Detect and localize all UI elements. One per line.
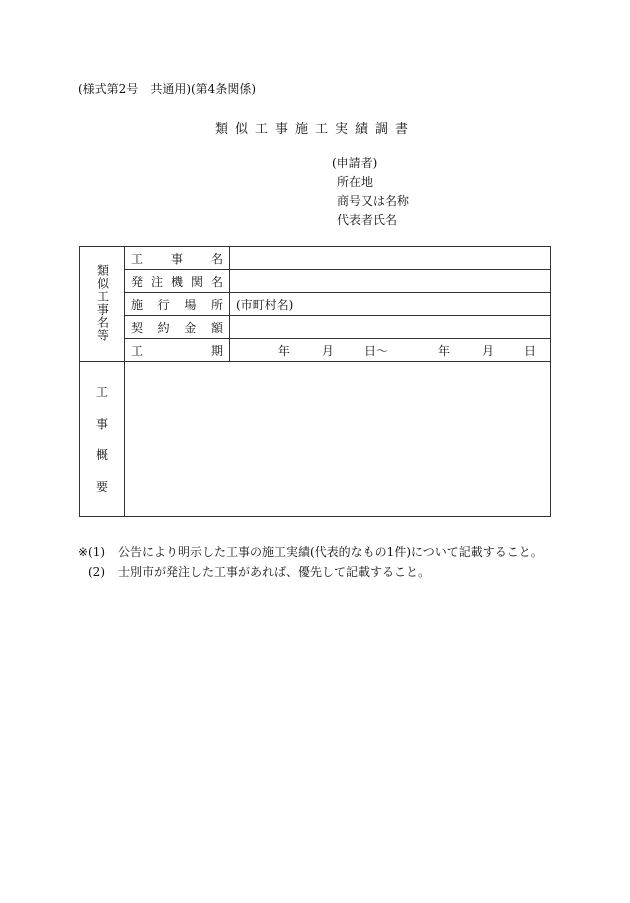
- row-label: [125, 273, 229, 290]
- applicant-heading: (申請者): [332, 156, 378, 170]
- row-label: [125, 342, 229, 359]
- label-char: 名: [210, 251, 223, 266]
- period-year-start: 年: [277, 343, 290, 358]
- applicant-block: [332, 154, 409, 230]
- period-day-start: 日〜: [363, 343, 388, 358]
- label-char: 工: [131, 343, 144, 358]
- applicant-address-label: 所在地: [337, 175, 374, 189]
- note-text: 公告により明示した工事の施工実績(代表的なもの1件)について記載すること。: [118, 545, 543, 559]
- note-text: 士別市が発注した工事があれば、優先して記載すること。: [118, 565, 431, 579]
- label-cell-work-period: [125, 339, 230, 362]
- period-year-end: 年: [437, 343, 450, 358]
- label-cell-work-name: [125, 247, 230, 270]
- overview-char: 概: [95, 448, 108, 463]
- label-char: 金: [184, 320, 197, 335]
- overview-char: 事: [95, 416, 108, 431]
- label-char: 契: [131, 320, 144, 335]
- period-day-end: 日: [523, 343, 536, 358]
- label-cell-location: [125, 293, 230, 316]
- note-item: [78, 562, 543, 582]
- applicant-representative-label: 代表者氏名: [337, 213, 398, 227]
- work-overview-field[interactable]: [125, 362, 551, 517]
- notes: [78, 542, 543, 582]
- ordering-agency-field[interactable]: [230, 270, 551, 293]
- label-char: 所: [210, 297, 223, 312]
- label-char: 場: [184, 297, 197, 312]
- note-mark: (2): [88, 565, 105, 579]
- row-label: [125, 319, 229, 336]
- label-char: 発: [131, 274, 144, 289]
- applicant-company-label: 商号又は名称: [337, 194, 410, 208]
- work-name-field[interactable]: [230, 247, 551, 270]
- side-label-cell: [80, 247, 125, 362]
- row-label: [125, 250, 229, 267]
- label-char: 関: [190, 274, 203, 289]
- label-char: 期: [210, 343, 223, 358]
- label-char: 注: [150, 274, 163, 289]
- label-char: 額: [210, 320, 223, 335]
- similar-work-table: [79, 246, 551, 517]
- label-cell-contract-amount: [125, 316, 230, 339]
- contract-amount-field[interactable]: [230, 316, 551, 339]
- label-cell-ordering-agency: [125, 270, 230, 293]
- form-number: (様式第2号 共通用)(第4条関係): [78, 82, 256, 96]
- label-char: 工: [131, 251, 144, 266]
- label-char: 事: [170, 251, 183, 266]
- overview-label-cell: [80, 362, 125, 517]
- overview-label: [80, 383, 124, 495]
- document-title: 類似工事施工実績調書: [214, 122, 415, 137]
- overview-char: 工: [95, 385, 108, 399]
- side-label: 類似工事名等: [95, 263, 110, 342]
- row-label: [125, 296, 229, 313]
- work-period-field[interactable]: [230, 339, 551, 362]
- period-line: [236, 342, 550, 359]
- label-char: 行: [157, 297, 170, 312]
- note-mark: ※(1): [78, 545, 106, 559]
- period-month-end: 月: [481, 343, 494, 358]
- label-char: 機: [170, 274, 183, 289]
- note-item: [78, 542, 543, 562]
- label-char: 施: [131, 297, 144, 312]
- label-char: 約: [157, 320, 170, 335]
- period-month-start: 月: [321, 343, 334, 358]
- label-char: 名: [210, 274, 223, 289]
- location-field[interactable]: (市町村名): [230, 293, 551, 316]
- overview-char: 要: [95, 479, 108, 494]
